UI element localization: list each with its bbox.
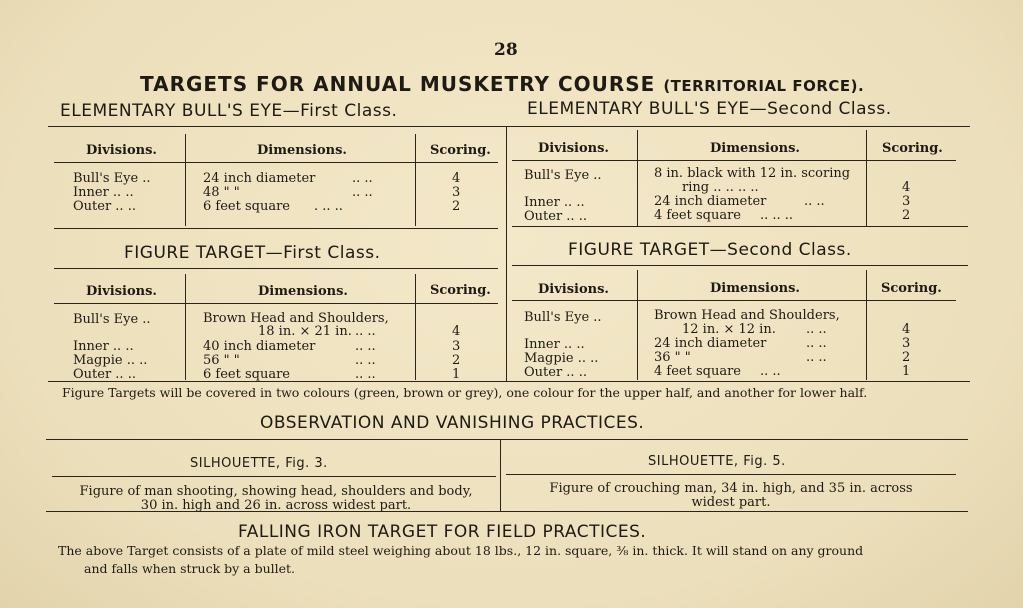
fig2-row1-division: Bull's Eye .. [524,310,602,325]
silhouette-fig3-description [54,485,498,513]
fig1-row1-dimension-line1: Brown Head and Shoulders, [203,311,389,326]
fig1-row3-division: Magpie .. .. [73,353,148,368]
title-sub: (TERRITORIAL FORCE). [663,77,865,95]
fig1-row1-score: 4 [452,324,461,339]
fig1-row4-dots: .. .. [355,367,376,382]
bull1-row2-dimension: 48 " " [203,185,240,200]
fig1-row1-division: Bull's Eye .. [73,312,151,327]
fig2-row3-dimension: 36 " " [654,350,691,365]
bull2-header-rule [512,160,956,161]
fig1-row4-dimension: 6 feet square [203,367,290,382]
fig1-col-rule-1 [185,274,186,380]
silhouette-fig5-description [506,482,956,510]
fig1-row4-score: 1 [452,367,461,382]
bull1-row3-division: Outer .. .. [73,199,136,214]
fig2-scoring-header: Scoring. [881,281,942,296]
falling-iron-text-line1: The above Target consists of a plate of mild steel weighing about 18 lbs., 12 in. square, ⅜ in. thick. It will stand on any ground [58,543,864,558]
figure-targets-note: Figure Targets will be covered in two colours (green, brown or grey), one colour for the upper half, and another for lower half. [62,385,868,400]
bull1-row2-division: Inner .. .. [73,185,134,200]
silhouette-fig5-heading: SILHOUETTE, Fig. 5. [648,454,786,469]
fig1-row2-dots: .. .. [355,339,376,354]
bull1-row2-dots: .. .. [352,185,373,200]
bull2-divisions-header: Divisions. [538,141,609,156]
bull2-row3-dots: .. .. .. [760,208,794,223]
fig2-row4-dimension: 4 feet square [654,364,741,379]
bull1-row3-dots: . .. .. [314,199,343,214]
silhouette-fig3-desc-line2: 30 in. high and 26 in. across widest part. [140,498,412,513]
bull2-dimensions-header: Dimensions. [710,141,800,156]
observation-bottom-rule [46,511,968,512]
fig1-col-rule-2 [415,274,416,380]
falling-iron-heading: FALLING IRON TARGET FOR FIELD PRACTICES. [238,522,647,542]
observation-divider [500,439,501,511]
fig1-row3-dots: .. .. [355,353,376,368]
page-title [140,72,864,96]
bull1-row3-score: 2 [452,199,461,214]
bull2-row3-division: Outer .. .. [524,209,587,224]
silhouette-fig3-rule [52,476,496,477]
bull1-row1-dots: .. .. [352,171,373,186]
bull2-scoring-header: Scoring. [882,141,943,156]
bull1-scoring-header: Scoring. [430,143,491,158]
bull1-row2-score: 3 [452,185,461,200]
bull2-row2-division: Inner .. .. [524,195,585,210]
bull1-col-rule-2 [415,134,416,226]
bull1-divisions-header: Divisions. [86,143,157,158]
fig2-row4-dots: .. .. [760,364,781,379]
silhouette-fig5-rule [506,474,956,475]
fig2-row2-division: Inner .. .. [524,337,585,352]
silhouette-fig3-heading: SILHOUETTE, Fig. 3. [190,456,328,471]
fig2-dimensions-header: Dimensions. [710,281,800,296]
fig2-row2-dimension: 24 inch diameter [654,336,767,351]
fig2-row3-score: 2 [902,350,911,365]
fig1-row1-dimension-line2: 18 in. × 21 in. [258,324,352,339]
fig2-row1-score: 4 [902,322,911,337]
fig2-row1-dimension-line2: 12 in. × 12 in. [682,322,776,337]
fig1-header-rule [54,303,498,304]
figure-tables-bottom-rule [48,381,970,382]
fig2-row2-score: 3 [902,336,911,351]
bull1-dimensions-header: Dimensions. [257,143,347,158]
silhouette-fig3-desc-line1: Figure of man shooting, showing head, shoulders and body, [79,484,473,499]
fig2-row4-score: 1 [902,364,911,379]
fig1-row3-dimension: 56 " " [203,353,240,368]
page-number: 28 [494,40,518,60]
title-main: TARGETS FOR ANNUAL MUSKETRY COURSE [140,72,656,96]
falling-iron-text-line2: and falls when struck by a bullet. [84,561,296,576]
bull2-row1-score: 4 [902,180,911,195]
bull1-col-rule-1 [185,134,186,226]
bull2-bottom-rule [512,226,968,227]
bull2-row2-dots: .. .. [804,194,825,209]
fig2-row2-dots: .. .. [806,336,827,351]
bull1-row1-division: Bull's Eye .. [73,171,151,186]
bull1-bottom-rule [54,228,498,229]
top-rule [48,126,970,127]
bull2-row1-dimension-line1: 8 in. black with 12 in. scoring [654,166,851,181]
fig1-divisions-header: Divisions. [86,284,157,299]
bull1-row1-score: 4 [452,171,461,186]
bull2-row3-dimension: 4 feet square [654,208,741,223]
fig1-dimensions-header: Dimensions. [258,284,348,299]
fig2-row1-dots: .. .. [806,322,827,337]
fig2-row3-division: Magpie .. .. [524,351,599,366]
bull2-row1-dimension-line2: ring .. .. .. .. [682,180,759,195]
fig2-row3-dots: .. .. [806,350,827,365]
fig1-scoring-header: Scoring. [430,283,491,298]
bull2-col-rule-2 [866,130,867,226]
fig1-top-rule [54,268,498,269]
bull1-row1-dimension: 24 inch diameter [203,171,316,186]
silhouette-fig5-desc-line1: Figure of crouching man, 34 in. high, and 35 in. across [549,481,913,496]
fig2-top-rule [512,265,968,266]
bull1-header-rule [54,162,498,163]
bull2-row2-dimension: 24 inch diameter [654,194,767,209]
fig2-row1-dimension-line1: Brown Head and Shoulders, [654,308,840,323]
fig1-row2-division: Inner .. .. [73,339,134,354]
fig1-row2-dimension: 40 inch diameter [203,339,316,354]
fig1-row4-division: Outer .. .. [73,367,136,382]
silhouette-fig5-desc-line2: widest part. [691,495,771,510]
fig2-heading: FIGURE TARGET—Second Class. [568,240,852,260]
fig1-row2-score: 3 [452,339,461,354]
bull2-row3-score: 2 [902,208,911,223]
fig2-col-rule-1 [637,270,638,380]
fig2-header-rule [512,300,956,301]
bull2-heading: ELEMENTARY BULL'S EYE—Second Class. [527,99,892,119]
fig1-heading: FIGURE TARGET—First Class. [124,243,381,263]
bull1-heading: ELEMENTARY BULL'S EYE—First Class. [60,101,398,121]
fig2-row4-division: Outer .. .. [524,365,587,380]
fig2-col-rule-2 [866,270,867,380]
observation-heading: OBSERVATION AND VANISHING PRACTICES. [260,413,645,433]
fig1-row3-score: 2 [452,353,461,368]
bull1-row3-dimension: 6 feet square [203,199,290,214]
fig1-row1-dots: .. .. [355,324,376,339]
bull2-row2-score: 3 [902,194,911,209]
center-divider [506,126,507,382]
fig2-divisions-header: Divisions. [538,282,609,297]
bull2-col-rule-1 [637,130,638,226]
observation-top-rule [46,439,968,440]
bull2-row1-division: Bull's Eye .. [524,168,602,183]
